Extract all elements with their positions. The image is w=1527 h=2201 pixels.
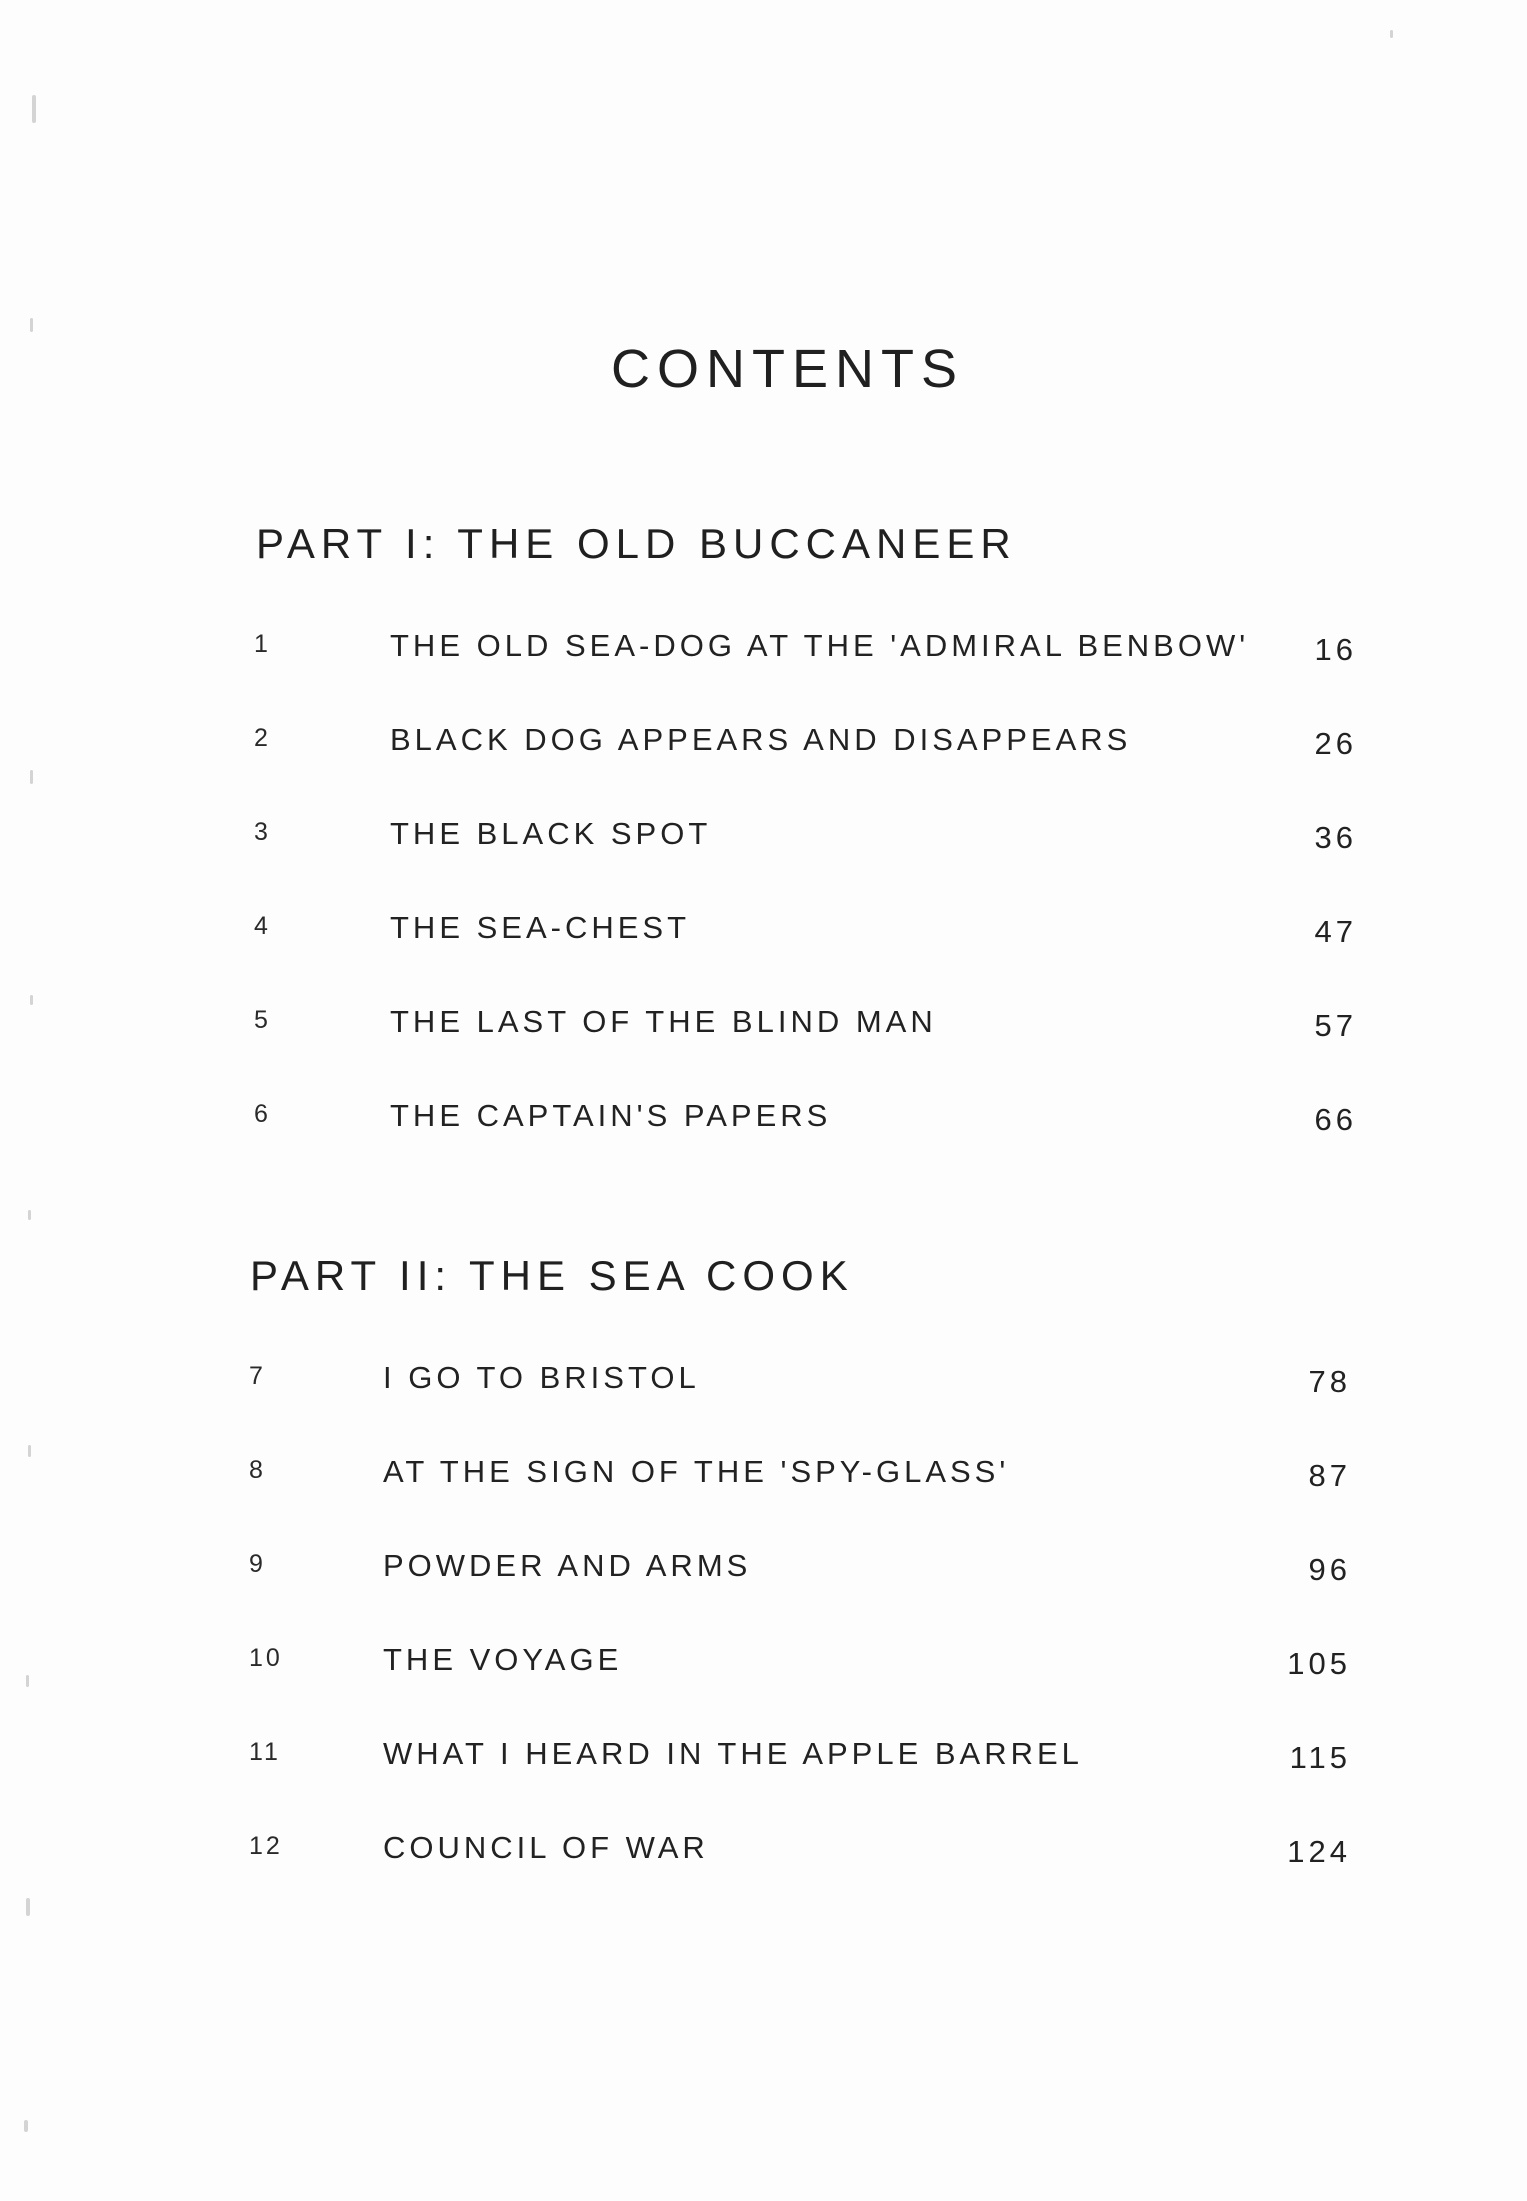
chapter-title: POWDER AND ARMS <box>383 1548 752 1583</box>
chapter-number: 8 <box>249 1456 266 1484</box>
chapter-page-number: 57 <box>1314 1008 1357 1043</box>
chapter-number: 1 <box>254 630 271 658</box>
chapter-entry <box>0 1456 1527 1550</box>
chapter-entry <box>0 630 1527 724</box>
chapter-page-number: 115 <box>1289 1740 1351 1775</box>
chapter-list <box>0 1362 1527 1926</box>
chapter-title: THE OLD SEA-DOG AT THE 'ADMIRAL BENBOW' <box>390 628 1250 663</box>
chapter-title: THE LAST OF THE BLIND MAN <box>390 1004 937 1039</box>
chapter-entry <box>0 1362 1527 1456</box>
chapter-page-number: 96 <box>1308 1552 1351 1587</box>
part-heading: PART II: THE SEA COOK <box>250 1252 854 1299</box>
chapter-list <box>0 630 1527 1194</box>
part-heading: PART I: THE OLD BUCCANEER <box>256 520 1017 567</box>
chapter-title: THE SEA-CHEST <box>390 910 691 945</box>
chapter-number: 9 <box>249 1550 266 1578</box>
chapter-number: 3 <box>254 818 271 846</box>
chapter-entry <box>0 1738 1527 1832</box>
chapter-entry <box>0 1006 1527 1100</box>
chapter-page-number: 26 <box>1314 726 1357 761</box>
chapter-title: BLACK DOG APPEARS AND DISAPPEARS <box>390 722 1132 757</box>
chapter-number: 2 <box>254 724 271 752</box>
scan-speck <box>32 95 36 123</box>
chapter-title: WHAT I HEARD IN THE APPLE BARREL <box>383 1736 1083 1771</box>
chapter-entry <box>0 724 1527 818</box>
chapter-number: 12 <box>249 1832 283 1860</box>
chapter-title: I GO TO BRISTOL <box>383 1360 700 1395</box>
scan-speck <box>30 318 33 332</box>
chapter-number: 6 <box>254 1100 271 1128</box>
chapter-page-number: 47 <box>1314 914 1357 949</box>
chapter-title: THE CAPTAIN'S PAPERS <box>390 1098 832 1133</box>
chapter-page-number: 78 <box>1308 1364 1351 1399</box>
chapter-page-number: 87 <box>1308 1458 1351 1493</box>
chapter-entry <box>0 1644 1527 1738</box>
chapter-page-number: 36 <box>1314 820 1357 855</box>
chapter-entry <box>0 1550 1527 1644</box>
chapter-title: THE BLACK SPOT <box>390 816 712 851</box>
chapter-page-number: 66 <box>1314 1102 1357 1137</box>
chapter-entry <box>0 1832 1527 1926</box>
chapter-title: AT THE SIGN OF THE 'SPY-GLASS' <box>383 1454 1010 1489</box>
chapter-page-number: 16 <box>1314 632 1357 667</box>
chapter-number: 7 <box>249 1362 266 1390</box>
scan-speck <box>1390 30 1393 38</box>
chapter-title: THE VOYAGE <box>383 1642 623 1677</box>
chapter-number: 4 <box>254 912 271 940</box>
chapter-page-number: 105 <box>1287 1646 1351 1681</box>
chapter-number: 5 <box>254 1006 271 1034</box>
chapter-entry <box>0 1100 1527 1194</box>
chapter-number: 10 <box>249 1644 283 1672</box>
chapter-entry <box>0 912 1527 1006</box>
chapter-page-number: 124 <box>1287 1834 1351 1869</box>
contents-title: CONTENTS <box>611 339 964 399</box>
chapter-number: 11 <box>249 1738 281 1766</box>
chapter-title: COUNCIL OF WAR <box>383 1830 709 1865</box>
chapter-entry <box>0 818 1527 912</box>
scan-speck <box>28 1210 31 1220</box>
scan-speck <box>24 2120 28 2132</box>
